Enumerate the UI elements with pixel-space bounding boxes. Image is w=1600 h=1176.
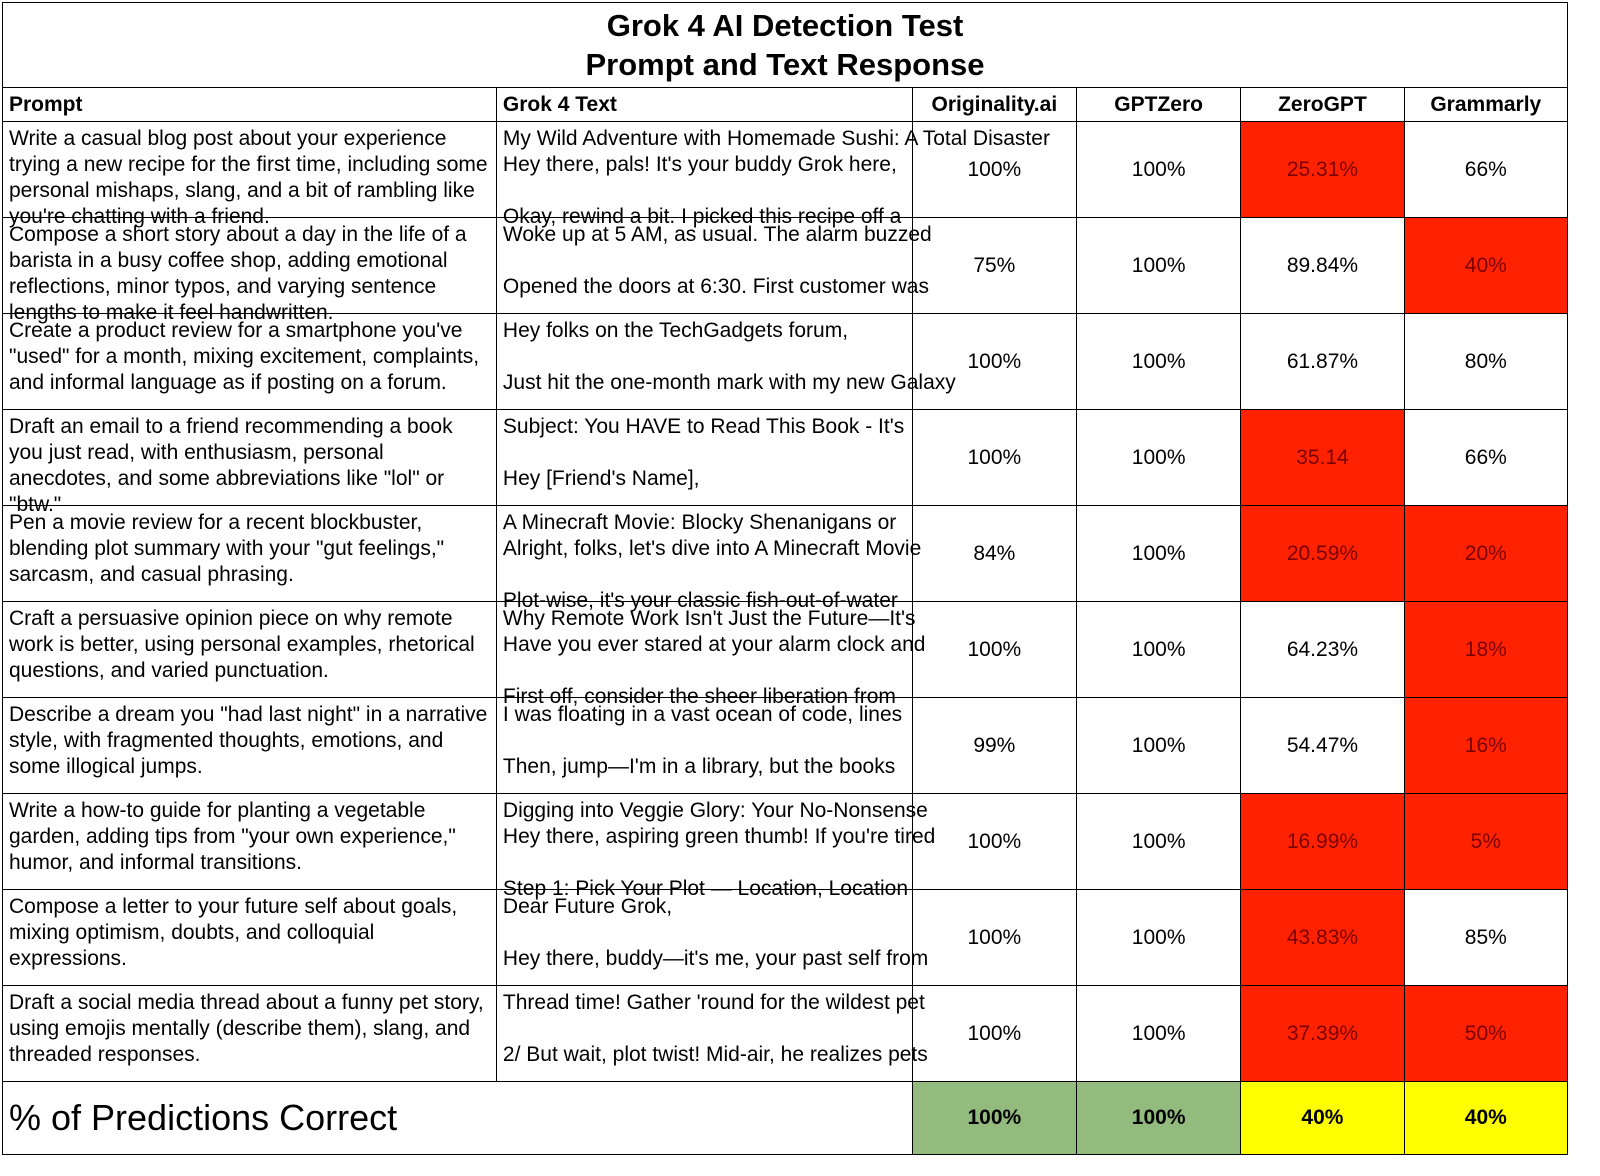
score-gptzero[interactable]: 100% (1077, 890, 1241, 986)
prompt-text: Draft an email to a friend recommending a book you just read, with enthusiasm, personal anecdotes, and some abbreviations like "lol" or "btw." (9, 415, 453, 516)
table-row (3, 986, 1568, 1082)
prompt-cell[interactable] (3, 218, 497, 324)
table-row (3, 698, 1568, 794)
prompt-text: Write a casual blog post about your experience trying a new recipe for the first time, including some personal mishaps, slang, and a bit of rambling like you're chatting with a friend. (9, 127, 488, 228)
header-row (3, 88, 1568, 122)
prompt-text: Compose a short story about a day in the life of a barista in a busy coffee shop, adding emotional reflections, minor typos, and varying sentence lengths to make it feel handwritten. (9, 223, 467, 324)
score-grammarly[interactable]: 66% (1404, 410, 1567, 506)
grok-text-line: Hey [Friend's Name], (502, 467, 700, 490)
score-originality[interactable]: 99% (912, 698, 1076, 794)
score-grammarly[interactable]: 50% (1404, 986, 1567, 1082)
grok-text-content (497, 218, 932, 313)
score-originality[interactable]: 100% (912, 890, 1076, 986)
score-gptzero[interactable]: 100% (1077, 122, 1241, 218)
score-gptzero[interactable]: 100% (1077, 314, 1241, 410)
grok-text-line: Hey there, aspiring green thumb! If you're tired (502, 825, 936, 848)
grok-text-line: Woke up at 5 AM, as usual. The alarm buzzed (502, 223, 932, 246)
score-originality[interactable]: 100% (912, 986, 1076, 1082)
prompt-cell[interactable] (3, 602, 497, 698)
score-gptzero[interactable]: 100% (1077, 506, 1241, 602)
grok-text-cell[interactable] (496, 314, 956, 410)
grok-text-content (497, 986, 928, 1081)
grok-text-line: Then, jump—I'm in a library, but the books (502, 755, 896, 778)
grok-text-line: Why Remote Work Isn't Just the Future—It's (502, 607, 916, 630)
grok-text-line: Hey there, buddy—it's me, your past self from (502, 947, 929, 970)
grok-text-line (503, 440, 906, 466)
grok-text-line: 2/ But wait, plot twist! Mid-air, he realizes pets (502, 1043, 928, 1066)
score-zerogpt[interactable]: 20.59% (1241, 506, 1404, 602)
grok-text-line: Digging into Veggie Glory: Your No-Nonsense (502, 799, 928, 822)
score-originality[interactable]: 100% (912, 122, 1076, 218)
score-gptzero[interactable]: 100% (1077, 986, 1241, 1082)
summary-gptzero: 100% (1077, 1082, 1241, 1155)
grok-text-line: Plot-wise, it's your classic fish-out-of-water (502, 589, 898, 612)
summary-grammarly: 40% (1404, 1082, 1567, 1155)
score-gptzero[interactable]: 100% (1077, 218, 1241, 314)
grok-text-line: Hey there, pals! It's your buddy Grok here, (502, 153, 897, 176)
prompt-cell[interactable] (3, 410, 497, 516)
grok-text-line: A Minecraft Movie: Blocky Shenanigans or (502, 511, 897, 534)
grok-text-cell[interactable] (496, 890, 929, 986)
grok-text-cell[interactable] (496, 218, 932, 314)
table-row (3, 794, 1568, 890)
summary-zerogpt: 40% (1241, 1082, 1404, 1155)
prompt-cell[interactable] (3, 314, 497, 410)
score-zerogpt[interactable]: 64.23% (1241, 602, 1404, 698)
header-prompt: Prompt (3, 88, 497, 122)
grok-text-line: Dear Future Grok, (502, 895, 673, 918)
grok-text-line: First off, consider the sheer liberation from (502, 685, 896, 708)
prompt-cell[interactable] (3, 122, 497, 228)
title-line-1: Grok 4 AI Detection Test (606, 8, 964, 43)
prompt-cell[interactable] (3, 890, 497, 986)
grok-text-line (503, 344, 906, 370)
header-grammarly: Grammarly (1404, 88, 1567, 122)
score-originality[interactable]: 84% (912, 506, 1076, 602)
header-zerogpt: ZeroGPT (1241, 88, 1404, 122)
grok-text-content (497, 314, 956, 409)
grok-text-line: Subject: You HAVE to Read This Book - It's (502, 415, 905, 438)
grok-text-line: My Wild Adventure with Homemade Sushi: A Total Disaster (502, 127, 1050, 150)
prompt-cell[interactable] (3, 506, 497, 602)
score-zerogpt[interactable]: 54.47% (1241, 698, 1404, 794)
score-grammarly[interactable]: 80% (1404, 314, 1567, 410)
score-originality[interactable]: 75% (912, 218, 1076, 314)
score-zerogpt[interactable]: 37.39% (1241, 986, 1404, 1082)
grok-text-line (503, 850, 906, 876)
header-originality: Originality.ai (912, 88, 1076, 122)
score-zerogpt[interactable]: 25.31% (1241, 122, 1404, 218)
score-gptzero[interactable]: 100% (1077, 698, 1241, 794)
grok-text-line: Just hit the one-month mark with my new Galaxy (502, 371, 956, 394)
prompt-text: Pen a movie review for a recent blockbuster, blending plot summary with your "gut feelings," sarcasm, and casual phrasing. (9, 511, 445, 586)
grok-text-content (497, 602, 926, 708)
title-line-2: Prompt and Text Response (585, 47, 985, 82)
score-originality[interactable]: 100% (912, 314, 1076, 410)
table-row (3, 890, 1568, 986)
score-grammarly[interactable]: 16% (1404, 698, 1567, 794)
prompt-text: Create a product review for a smartphone you've "used" for a month, mixing excitement, complaints, and informal language as if posting on a forum. (9, 319, 480, 394)
score-gptzero[interactable]: 100% (1077, 602, 1241, 698)
grok-text-line: Thread time! Gather 'round for the wildest pet (502, 991, 925, 1014)
grok-text-cell[interactable] (496, 986, 928, 1082)
score-zerogpt[interactable]: 43.83% (1241, 890, 1404, 986)
table-row (3, 122, 1568, 218)
score-originality[interactable]: 100% (912, 794, 1076, 890)
score-grammarly[interactable]: 20% (1404, 506, 1567, 602)
table-row (3, 410, 1568, 506)
table-row (3, 602, 1568, 698)
prompt-cell[interactable] (3, 794, 497, 890)
summary-originality: 100% (912, 1082, 1076, 1155)
prompt-cell[interactable] (3, 698, 497, 794)
grok-text-content (497, 794, 936, 900)
score-zerogpt[interactable]: 61.87% (1241, 314, 1404, 410)
grok-text-line (503, 728, 906, 754)
grok-text-cell[interactable] (496, 410, 912, 506)
detection-table (2, 2, 1568, 1155)
summary-label: % of Predictions Correct (3, 1082, 913, 1155)
grok-text-line: Hey folks on the TechGadgets forum, (502, 319, 849, 342)
score-originality[interactable]: 100% (912, 602, 1076, 698)
score-grammarly[interactable]: 40% (1404, 218, 1567, 314)
grok-text-cell[interactable] (496, 794, 936, 900)
score-originality[interactable]: 100% (912, 410, 1076, 506)
table-row (3, 218, 1568, 314)
grok-text-line (503, 248, 906, 274)
grok-text-line: Opened the doors at 6:30. First customer was (502, 275, 929, 298)
prompt-text: Describe a dream you "had last night" in a narrative style, with fragmented thoughts, emotions, and some illogical jumps. (9, 703, 488, 778)
grok-text-line: Okay, rewind a bit. I picked this recipe off a (502, 205, 902, 228)
prompt-text: Write a how-to guide for planting a vegetable garden, adding tips from "your own experience," humor, and informal transitions. (9, 799, 456, 874)
score-zerogpt[interactable]: 35.14 (1241, 410, 1404, 506)
score-zerogpt[interactable]: 16.99% (1241, 794, 1404, 890)
grok-text-content (497, 506, 922, 612)
score-grammarly[interactable]: 85% (1404, 890, 1567, 986)
grok-text-cell[interactable] (496, 602, 926, 708)
grok-text-cell[interactable] (496, 506, 922, 612)
prompt-text: Craft a persuasive opinion piece on why remote work is better, using personal examples, rhetorical questions, and varied punctuation. (9, 607, 475, 682)
table-title (3, 3, 1568, 88)
grok-text-content (497, 410, 912, 505)
score-grammarly[interactable]: 66% (1404, 122, 1567, 218)
grok-text-line: Step 1: Pick Your Plot — Location, Location (502, 877, 909, 900)
header-grok-text: Grok 4 Text (496, 88, 912, 122)
grok-text-line: Alright, folks, let's dive into A Minecraft Movie (502, 537, 922, 560)
score-grammarly[interactable]: 5% (1404, 794, 1567, 890)
grok-text-line (503, 178, 906, 204)
table-row (3, 314, 1568, 410)
grok-text-content (497, 698, 912, 793)
header-gptzero: GPTZero (1077, 88, 1241, 122)
grok-text-line (503, 1016, 906, 1042)
prompt-text: Compose a letter to your future self about goals, mixing optimism, doubts, and colloquial expressions. (9, 895, 458, 970)
grok-text-line (503, 920, 906, 946)
table-row (3, 506, 1568, 602)
summary-row (3, 1082, 1568, 1155)
prompt-cell[interactable] (3, 986, 497, 1082)
grok-text-line: Have you ever stared at your alarm clock and (502, 633, 926, 656)
grok-text-line (503, 562, 906, 588)
spreadsheet (2, 2, 1598, 1155)
prompt-text: Draft a social media thread about a funny pet story, using emojis mentally (describe them), slang, and threaded responses. (9, 991, 484, 1066)
grok-text-line: I was floating in a vast ocean of code, lines (502, 703, 903, 726)
grok-text-content (497, 890, 929, 985)
score-grammarly[interactable]: 18% (1404, 602, 1567, 698)
score-zerogpt[interactable]: 89.84% (1241, 218, 1404, 314)
score-gptzero[interactable]: 100% (1077, 794, 1241, 890)
grok-text-cell[interactable] (496, 698, 912, 794)
grok-text-line (503, 658, 906, 684)
score-gptzero[interactable]: 100% (1077, 410, 1241, 506)
